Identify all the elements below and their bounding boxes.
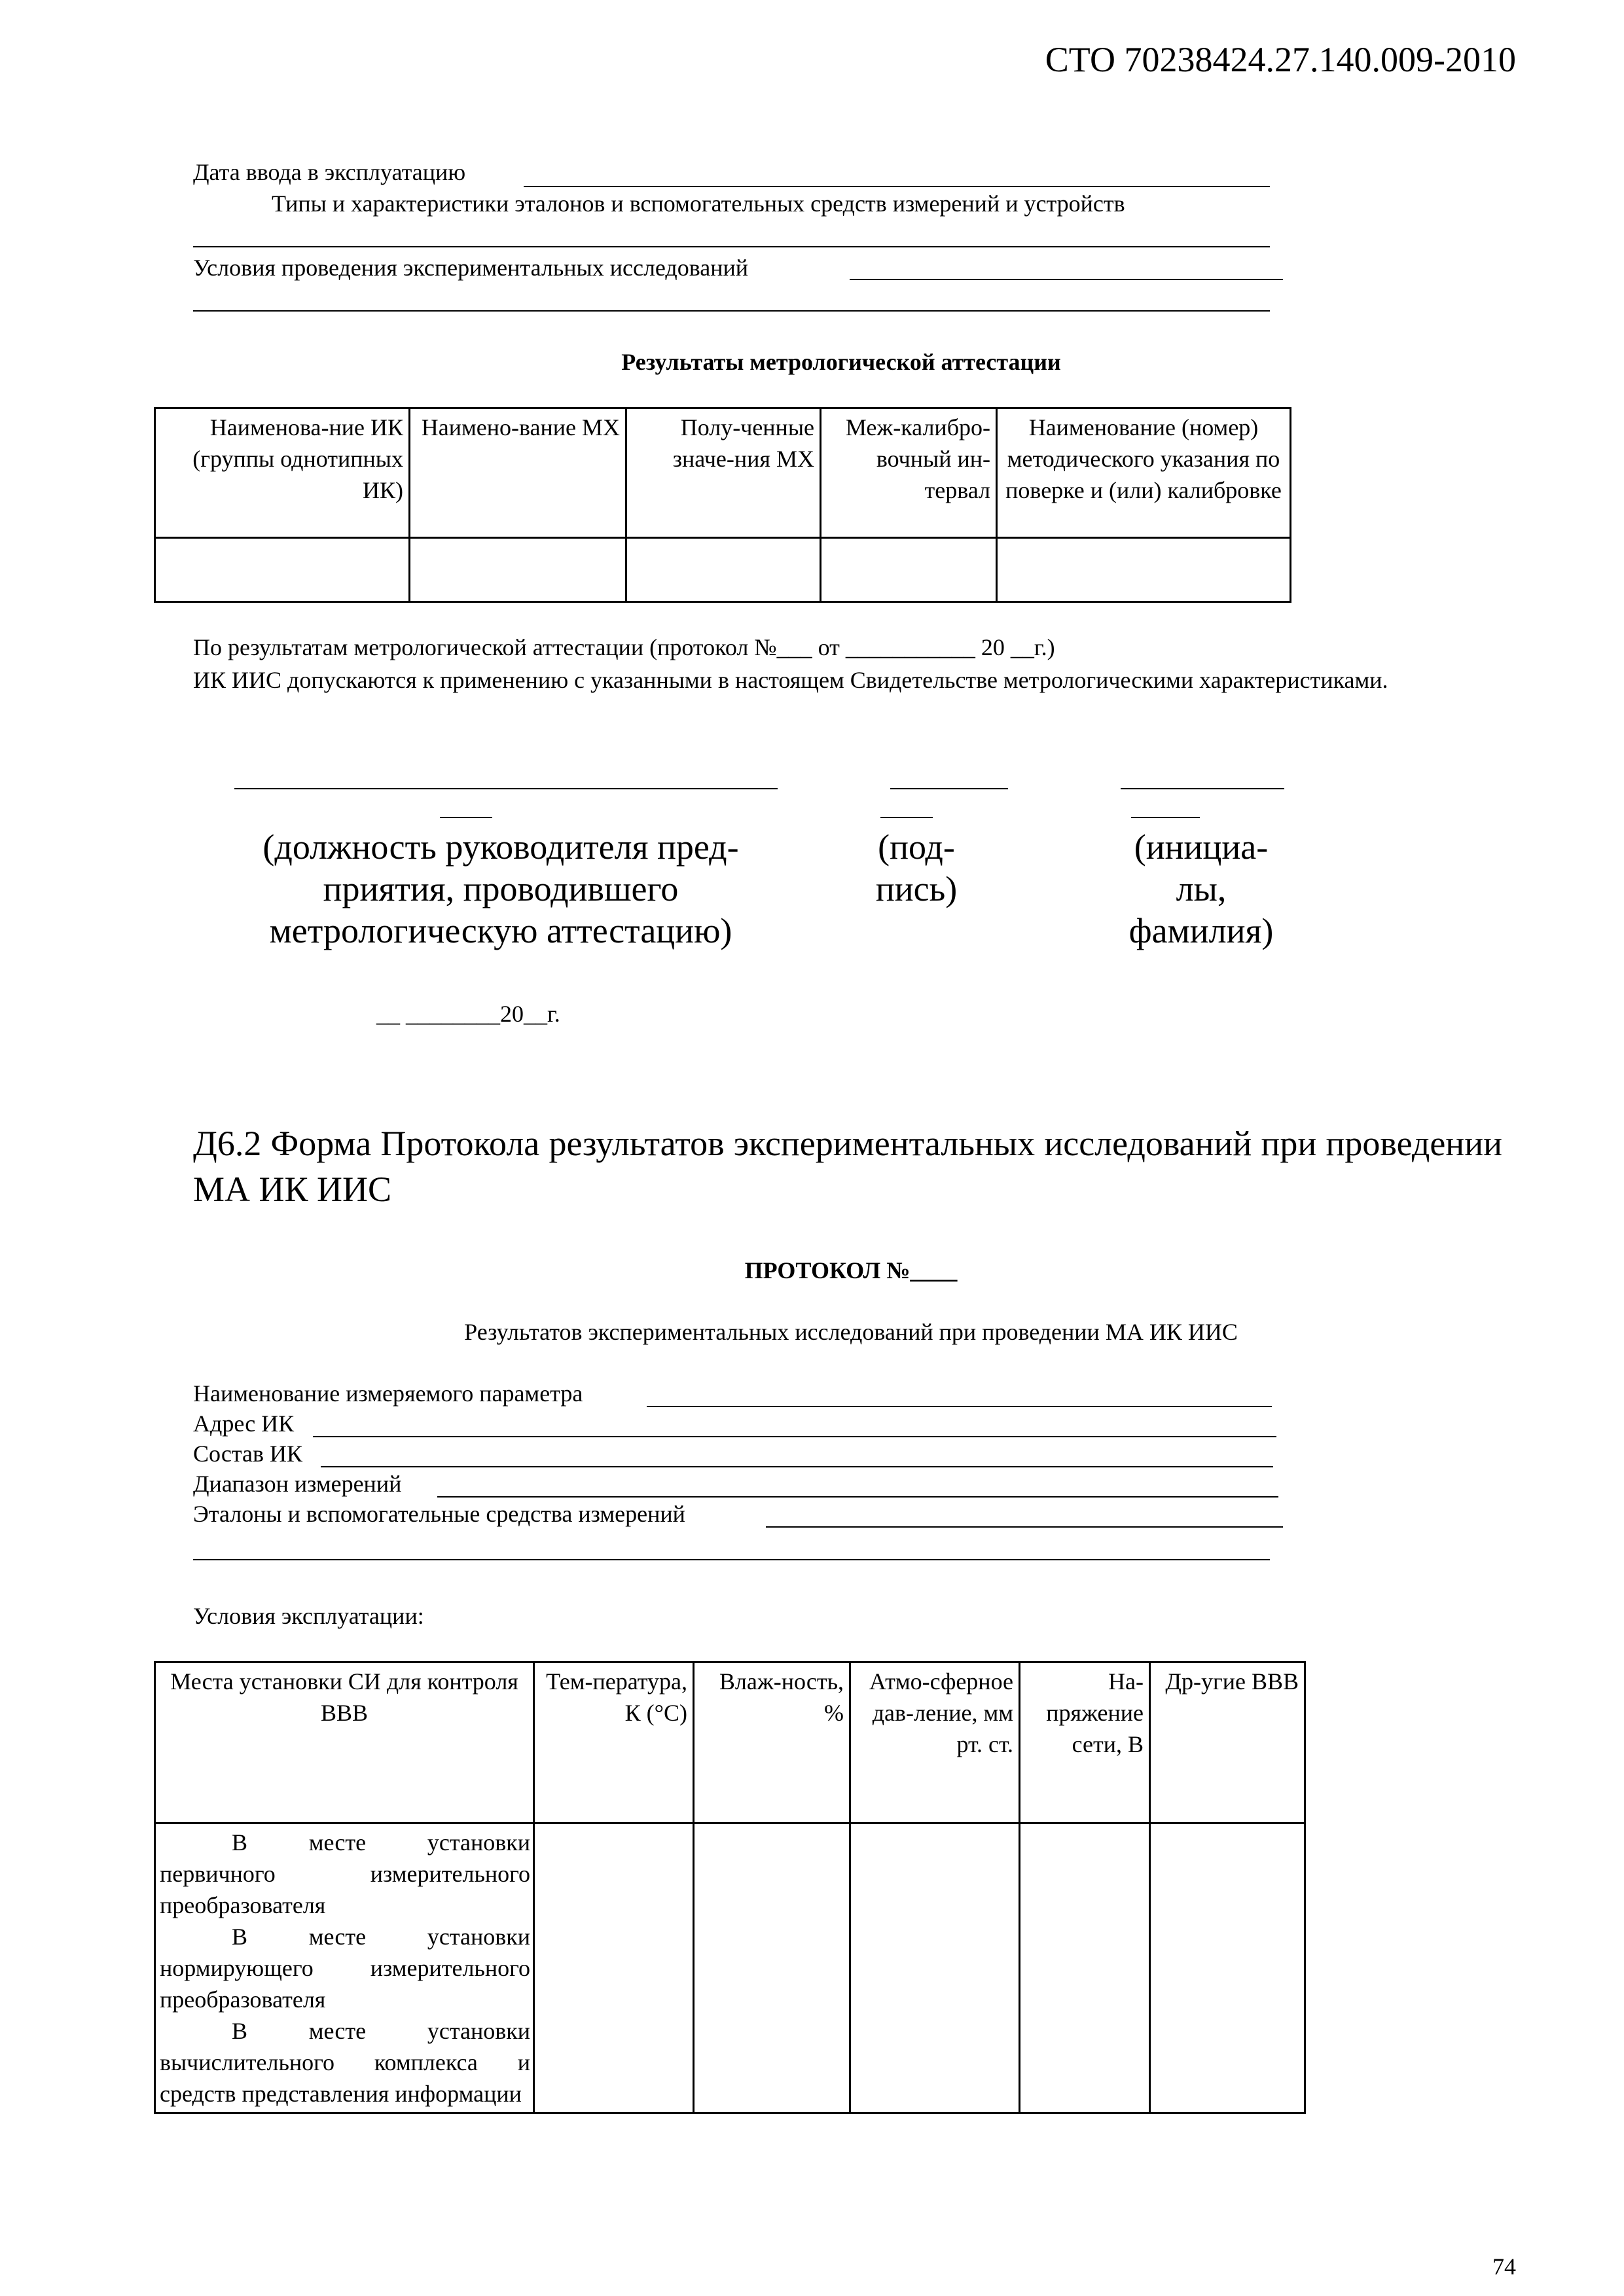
location-normalizing-converter: В месте установки нормирующего измерительного преобразователя bbox=[160, 1924, 530, 2013]
results-header-interval: Меж-калибро-вочный ин-тервал bbox=[821, 408, 997, 538]
signature-caption: (под-пись) bbox=[875, 827, 958, 908]
field-composition-line[interactable] bbox=[321, 1466, 1273, 1467]
conditions-header-pressure: Атмо-сферное дав-ление, мм рт. ст. bbox=[850, 1662, 1020, 1823]
results-header-values: Полу-ченные значе-ния МХ bbox=[626, 408, 821, 538]
results-header-mx: Наимено-вание МХ bbox=[410, 408, 626, 538]
standards-line[interactable] bbox=[193, 246, 1270, 247]
results-cell[interactable] bbox=[997, 538, 1291, 602]
protocol-subtitle: Результатов экспериментальных исследований при проведении МА ИК ИИС bbox=[464, 1319, 1238, 1345]
field-range-line[interactable] bbox=[437, 1496, 1278, 1498]
results-cell[interactable] bbox=[821, 538, 997, 602]
conditions-cell[interactable] bbox=[694, 1823, 850, 2113]
location-computing-complex: В месте установки вычислительного комплекса и средств представления информации bbox=[160, 2018, 530, 2107]
conditions-line-2[interactable] bbox=[193, 310, 1270, 312]
signature-name-line[interactable] bbox=[1121, 788, 1284, 789]
field-standards: Эталоны и вспомогательные средства измерений bbox=[193, 1501, 685, 1527]
conditions-table bbox=[154, 1661, 1306, 2114]
results-cell[interactable] bbox=[626, 538, 821, 602]
results-header-ik: Наименова-ние ИК (группы однотипных ИК) bbox=[155, 408, 410, 538]
conditions-row-locations bbox=[155, 1823, 534, 2113]
conclusion-line-1: По результатам метрологической аттестации (протокол №___ от ___________ 20 __г.) bbox=[193, 634, 1055, 660]
conditions-cell[interactable] bbox=[1020, 1823, 1150, 2113]
signature-date: __ ________20__г. bbox=[376, 1001, 560, 1027]
field-ik-address: Адрес ИК bbox=[193, 1410, 295, 1437]
conditions-header-humidity: Влаж-ность, % bbox=[694, 1662, 850, 1823]
field-standards-line[interactable] bbox=[766, 1526, 1283, 1528]
conditions-cell[interactable] bbox=[534, 1823, 694, 2113]
signature-line[interactable] bbox=[890, 788, 1008, 789]
conditions-header-temperature: Тем-пература, К (°С) bbox=[534, 1662, 694, 1823]
field-address-line[interactable] bbox=[313, 1436, 1276, 1437]
standards-text: Типы и характеристики эталонов и вспомогательных средств измерений и устройств bbox=[272, 190, 1125, 217]
operating-conditions-label: Условия эксплуатации: bbox=[193, 1603, 424, 1629]
signature-name-caption: (инициа-лы, фамилия) bbox=[1128, 827, 1274, 950]
results-cell[interactable] bbox=[155, 538, 410, 602]
commissioning-date-label: Дата ввода в эксплуатацию bbox=[193, 159, 466, 185]
location-primary-converter: В месте установки первичного измерительного преобразователя bbox=[160, 1829, 530, 1918]
signature-name-line-2[interactable] bbox=[1131, 817, 1200, 818]
field-range: Диапазон измерений bbox=[193, 1471, 402, 1497]
field-standards-line-2[interactable] bbox=[193, 1559, 1270, 1560]
commissioning-date-line[interactable] bbox=[524, 186, 1270, 187]
field-ik-composition: Состав ИК bbox=[193, 1441, 303, 1467]
section-heading: Д6.2 Форма Протокола результатов экспериментальных исследований при проведении МА ИК ИИС bbox=[193, 1124, 1502, 1209]
signature-position-caption: (должность руководителя пред-приятия, проводившего метрологическую аттестацию) bbox=[262, 827, 739, 950]
protocol-title: ПРОТОКОЛ №____ bbox=[744, 1257, 958, 1283]
conditions-header-location: Места установки СИ для контроля ВВВ bbox=[155, 1662, 534, 1823]
signature-position-line-2[interactable] bbox=[440, 817, 492, 818]
conditions-header-voltage: На-пряжение сети, В bbox=[1020, 1662, 1150, 1823]
conditions-line-1[interactable] bbox=[850, 279, 1283, 280]
conditions-cell[interactable] bbox=[850, 1823, 1020, 2113]
signature-position-line[interactable] bbox=[234, 788, 778, 789]
signature-line-2[interactable] bbox=[880, 817, 933, 818]
results-title: Результаты метрологической аттестации bbox=[621, 349, 1061, 375]
results-cell[interactable] bbox=[410, 538, 626, 602]
conditions-label: Условия проведения экспериментальных исследований bbox=[193, 255, 749, 281]
page-number: 74 bbox=[1492, 2253, 1516, 2280]
conditions-cell[interactable] bbox=[1150, 1823, 1305, 2113]
conclusion-line-2: ИК ИИС допускаются к применению с указанными в настоящем Свидетельстве метрологическими характеристиками. bbox=[193, 667, 1388, 693]
conditions-header-other: Др-угие ВВВ bbox=[1150, 1662, 1305, 1823]
document-code: СТО 70238424.27.140.009-2010 bbox=[1045, 40, 1516, 79]
field-parameter-line[interactable] bbox=[647, 1406, 1272, 1407]
field-parameter-name: Наименование измеряемого параметра bbox=[193, 1380, 583, 1407]
results-header-method: Наименование (номер) методического указания по поверке и (или) калибровке bbox=[997, 408, 1291, 538]
results-table bbox=[154, 407, 1291, 603]
